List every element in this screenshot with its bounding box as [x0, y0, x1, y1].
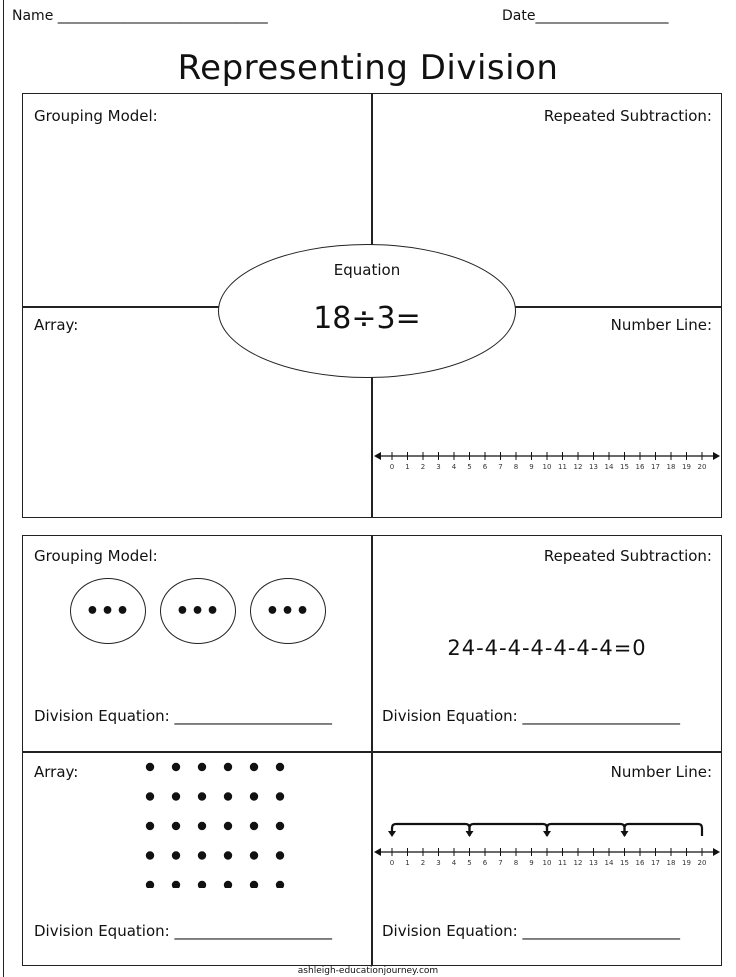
array-dot: [224, 881, 232, 888]
date-field[interactable]: [502, 8, 668, 24]
number-line-tick-label: 12: [573, 859, 583, 867]
array-dot: [198, 822, 206, 830]
number-line-tick-label: 9: [529, 859, 534, 867]
bottom-repeated-label: Repeated Subtraction:: [543, 547, 712, 565]
number-line-tick-label: 5: [467, 463, 472, 471]
number-line-tick-label: 17: [651, 463, 660, 471]
number-line-tick-label: 7: [498, 859, 503, 867]
group-circle-1: •••: [70, 578, 146, 644]
number-line-tick-label: 5: [467, 859, 472, 867]
array-dot: [198, 851, 206, 859]
bottom-grouping-label: Grouping Model:: [34, 547, 158, 565]
subtraction-equation: 24-4-4-4-4-4-4=0: [447, 636, 647, 660]
number-line-tick-label: 20: [697, 859, 707, 867]
array-dot: [276, 822, 284, 830]
array-dot: [276, 881, 284, 888]
number-line-tick-label: 15: [620, 463, 629, 471]
number-line-tick-label: 2: [420, 463, 426, 471]
number-line-tick-label: 8: [513, 463, 519, 471]
arrow-right-icon: [713, 848, 720, 856]
date-blank: ___________________: [535, 8, 669, 24]
array-dot: [146, 851, 154, 859]
bottom-panel-horizontal-divider: [22, 751, 722, 753]
number-line-tick-label: 11: [558, 463, 567, 471]
number-line-tick-label: 16: [635, 859, 645, 867]
number-line-tick-label: 10: [542, 463, 552, 471]
division-equation-array[interactable]: Division Equation: _____________________: [34, 922, 332, 940]
array-dot: [146, 822, 154, 830]
division-equation-numberline[interactable]: Division Equation: _____________________: [382, 922, 680, 940]
page-title: Representing Division: [177, 48, 559, 88]
array-dot: [250, 763, 258, 771]
array-dot: [224, 851, 232, 859]
arrow-left-icon: [374, 848, 381, 856]
number-line-jump: [470, 824, 548, 836]
jump-arrowhead-icon: [388, 831, 396, 837]
array-dot: [198, 881, 206, 888]
number-line-tick-label: 14: [604, 463, 614, 471]
number-line-tick-label: 18: [666, 859, 676, 867]
number-line-tick-label: 3: [436, 463, 441, 471]
number-line-tick-label: 4: [451, 859, 457, 867]
array-dot: [172, 881, 180, 888]
top-repeated-label: Repeated Subtraction:: [543, 107, 712, 125]
number-line-jump: [625, 824, 703, 836]
equation-text: 18÷3=: [313, 301, 421, 336]
top-numberline-label: Number Line:: [610, 316, 712, 334]
number-line-tick-label: 14: [604, 859, 614, 867]
top-array-label: Array:: [34, 316, 79, 334]
equation-ellipse: [218, 244, 516, 378]
array-dot: [276, 763, 284, 771]
array-dot: [146, 792, 154, 800]
equation-label: Equation: [333, 261, 401, 279]
array-dot: [172, 851, 180, 859]
number-line-tick-label: 18: [666, 463, 676, 471]
number-line-tick-label: 12: [573, 463, 583, 471]
array-dot: [172, 822, 180, 830]
array-dot: [198, 763, 206, 771]
number-line-tick-label: 19: [682, 859, 691, 867]
array-dot: [250, 792, 258, 800]
number-line-tick-label: 6: [482, 463, 488, 471]
array-dot: [276, 792, 284, 800]
name-blank: ______________________________: [57, 8, 268, 24]
date-label: Date: [502, 8, 536, 24]
bottom-numberline-label: Number Line:: [610, 763, 712, 781]
name-field[interactable]: [12, 8, 268, 24]
number-line-tick-label: 2: [420, 859, 426, 867]
number-line-tick-label: 20: [697, 463, 707, 471]
left-margin-line: [3, 0, 4, 977]
division-equation-grouping[interactable]: Division Equation: _____________________: [34, 707, 332, 725]
array-dot: [250, 851, 258, 859]
bottom-number-line: [372, 812, 722, 874]
arrow-right-icon: [713, 452, 720, 460]
number-line-tick-label: 15: [620, 859, 629, 867]
dot-array: [140, 760, 290, 888]
number-line-tick-label: 4: [451, 463, 457, 471]
array-dot: [276, 851, 284, 859]
number-line-jump: [547, 824, 625, 836]
array-dot: [224, 792, 232, 800]
array-dot: [224, 822, 232, 830]
array-dot: [224, 763, 232, 771]
number-line-tick-label: 0: [389, 859, 395, 867]
number-line-tick-label: 3: [436, 859, 441, 867]
number-line-tick-label: 8: [513, 859, 519, 867]
number-line-tick-label: 17: [651, 859, 660, 867]
number-line-tick-label: 1: [405, 463, 410, 471]
number-line-jump: [392, 824, 470, 836]
bottom-array-label: Array:: [34, 763, 79, 781]
group-circle-2: •••: [160, 578, 236, 644]
number-line-tick-label: 9: [529, 463, 534, 471]
number-line-tick-label: 11: [558, 859, 567, 867]
array-dot: [172, 763, 180, 771]
number-line-tick-label: 13: [589, 463, 598, 471]
footer-url: ashleigh-educationjourney.com: [297, 966, 439, 976]
number-line-tick-label: 6: [482, 859, 488, 867]
number-line-tick-label: 10: [542, 859, 552, 867]
division-equation-subtraction[interactable]: Division Equation: _____________________: [382, 707, 680, 725]
name-label: Name: [12, 8, 54, 24]
group-circle-3: •••: [250, 578, 326, 644]
number-line-tick-label: 19: [682, 463, 691, 471]
top-grouping-label: Grouping Model:: [34, 107, 158, 125]
array-dot: [250, 822, 258, 830]
arrow-left-icon: [374, 452, 381, 460]
number-line-tick-label: 13: [589, 859, 598, 867]
number-line-tick-label: 7: [498, 463, 503, 471]
array-dot: [172, 792, 180, 800]
array-dot: [146, 763, 154, 771]
array-dot: [250, 881, 258, 888]
top-number-line: [372, 440, 722, 474]
number-line-tick-label: 0: [389, 463, 395, 471]
number-line-tick-label: 1: [405, 859, 410, 867]
array-dot: [198, 792, 206, 800]
number-line-tick-label: 16: [635, 463, 645, 471]
array-dot: [146, 881, 154, 888]
